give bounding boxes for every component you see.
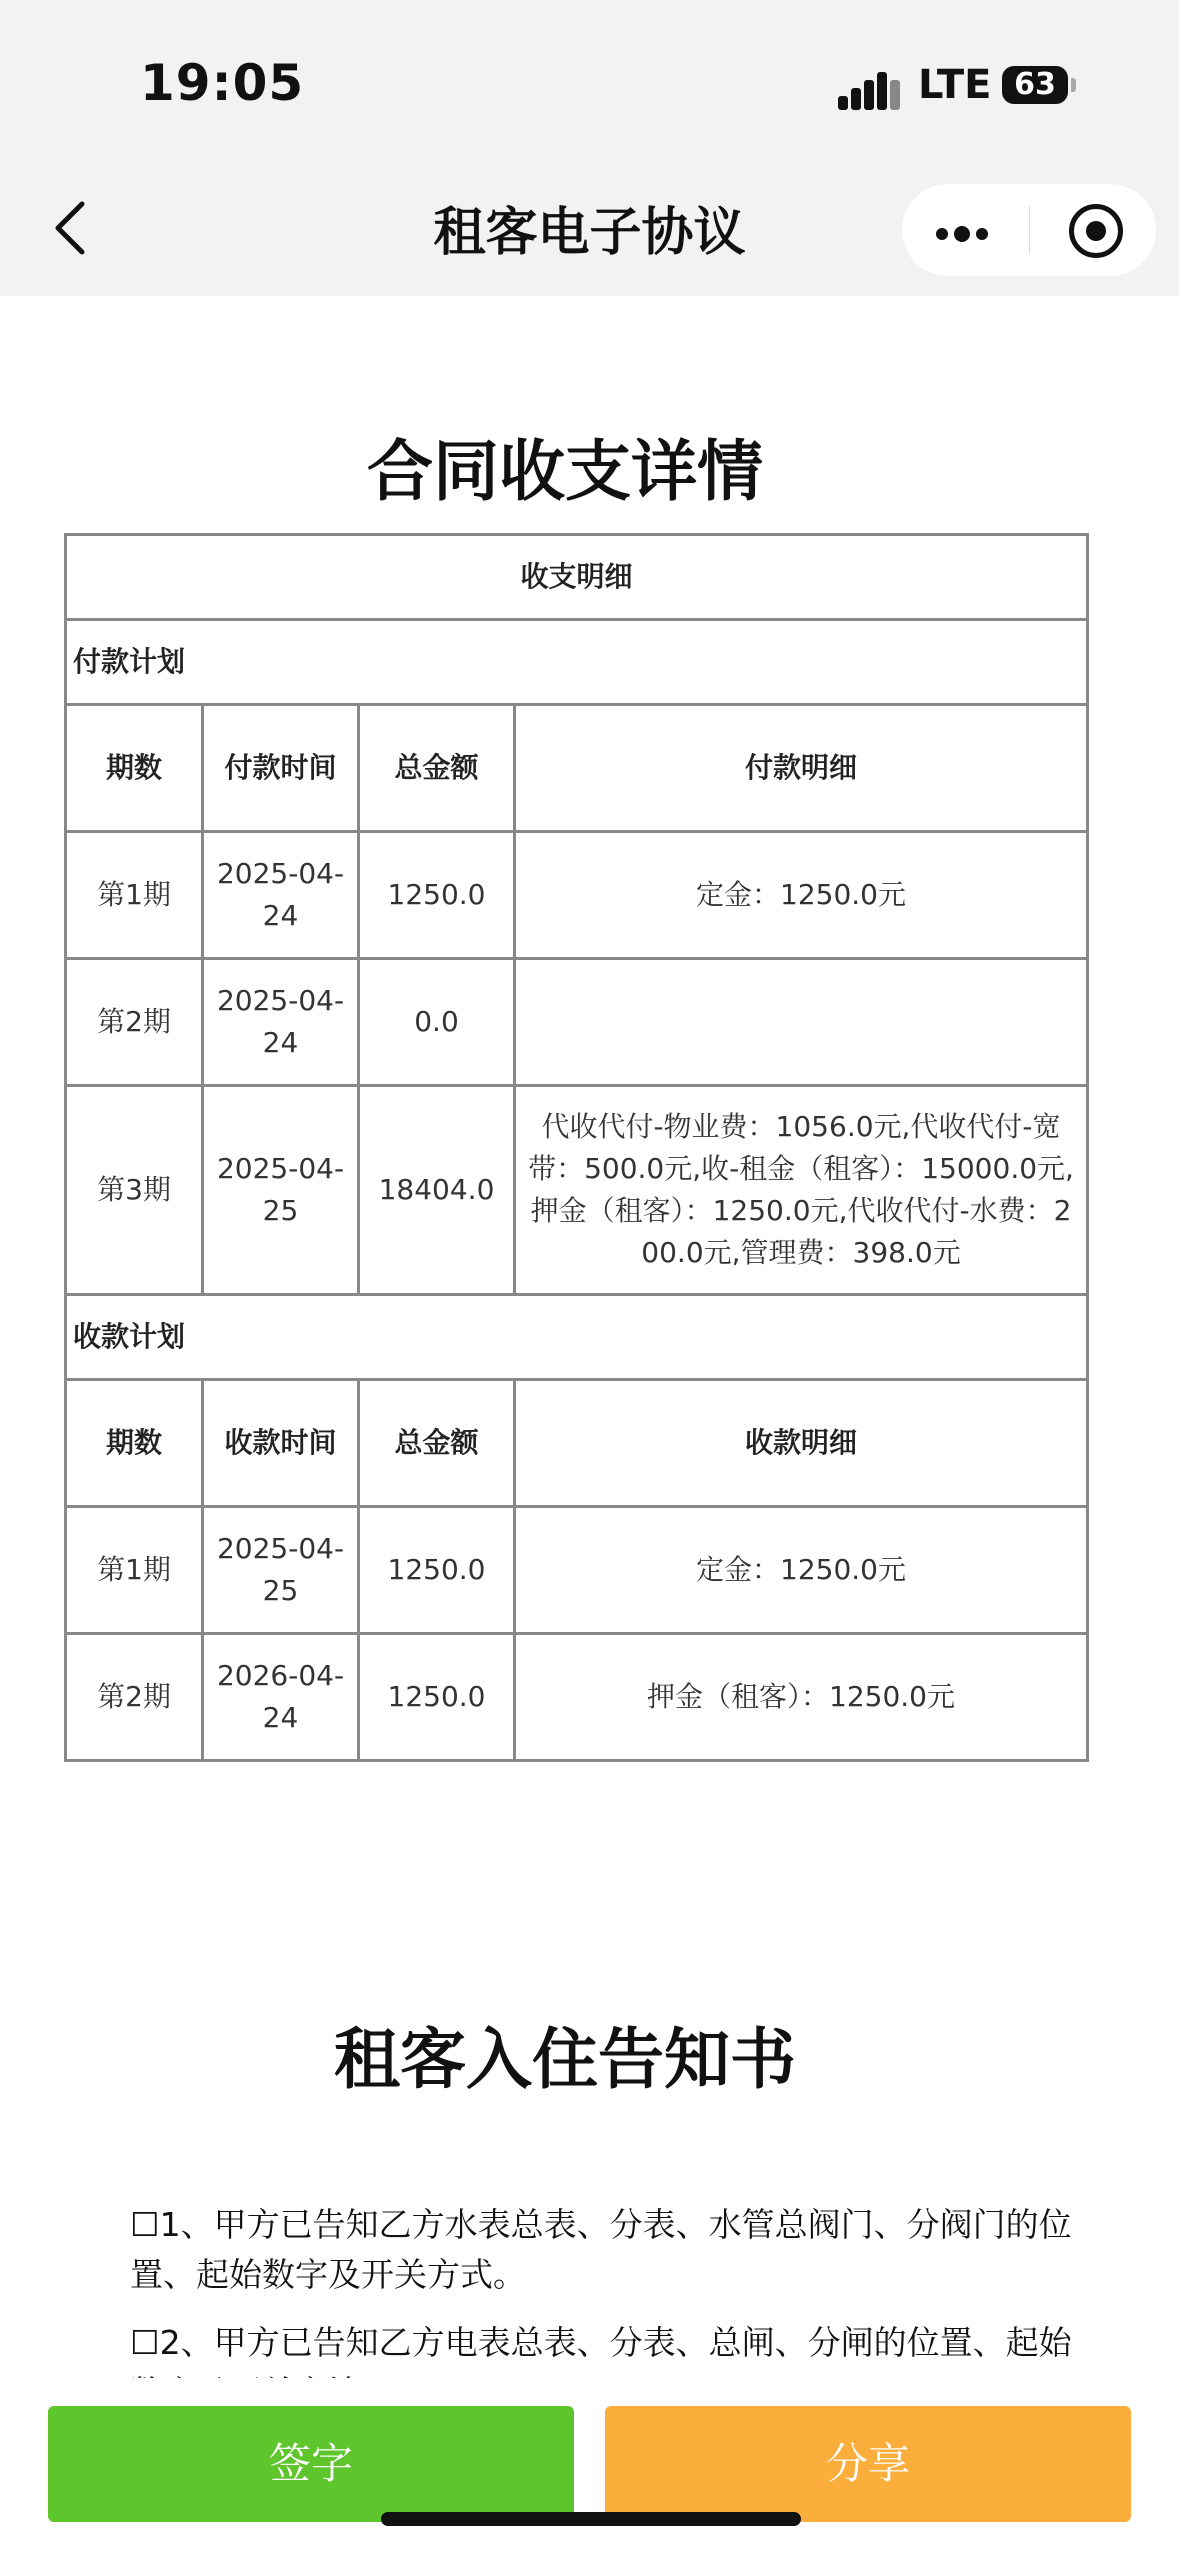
header-amount: 总金额 (359, 705, 515, 832)
notice-title: 租客入住告知书 (334, 2021, 796, 2098)
notice-item[interactable]: ☐1、甲方已告知乙方水表总表、分表、水管总阀门、分阀门的位置、起始数字及开关方式。 (130, 2205, 1072, 2294)
sign-button[interactable]: 签字 (48, 2406, 574, 2522)
page-title: 租客电子协议 (433, 203, 746, 263)
cell-detail: 定金：1250.0元 (515, 832, 1088, 959)
close-mini-program-button[interactable] (1029, 184, 1156, 276)
mini-program-capsule (902, 184, 1156, 276)
table-row (66, 1507, 1088, 1634)
cell-detail (515, 959, 1088, 1086)
more-button[interactable] (902, 184, 1029, 276)
cell-date: 2025-04-25 (203, 1086, 359, 1295)
notice-item[interactable]: ☐2、甲方已告知乙方电表总表、分表、总闸、分闸的位置、起始 (130, 2323, 1072, 2362)
cell-date: 2025-04-24 (203, 832, 359, 959)
receipt-section-label: 收款计划 (66, 1295, 1088, 1380)
header-date: 收款时间 (203, 1380, 359, 1507)
cell-amount: 0.0 (359, 959, 515, 1086)
header-detail: 付款明细 (515, 705, 1088, 832)
cell-detail: 代收代付-物业费：1056.0元,代收代付-宽带：500.0元,收-租金（租客）：15000.0元,押金（租客）：1250.0元,代收代付-水费：200.0元,管理费：398.0元 (515, 1086, 1088, 1295)
cell-detail: 押金（租客）：1250.0元 (515, 1634, 1088, 1761)
cell-amount: 1250.0 (359, 1634, 515, 1761)
top-bar (0, 0, 1179, 296)
payment-section-label: 付款计划 (66, 620, 1088, 705)
cell-period: 第3期 (66, 1086, 203, 1295)
receipt-header-row (66, 1380, 1088, 1507)
target-icon (1069, 204, 1123, 258)
table-row (66, 959, 1088, 1086)
cell-date: 2025-04-25 (203, 1507, 359, 1634)
cell-period: 第2期 (66, 959, 203, 1086)
payment-header-row (66, 705, 1088, 832)
header-period: 期数 (66, 1380, 203, 1507)
network-type: LTE (918, 62, 992, 108)
cell-period: 第2期 (66, 1634, 203, 1761)
table-row (66, 832, 1088, 959)
battery-icon: 63 (1002, 66, 1068, 104)
share-button[interactable]: 分享 (605, 2406, 1131, 2522)
cell-date: 2025-04-24 (203, 959, 359, 1086)
cell-period: 第1期 (66, 1507, 203, 1634)
cell-amount: 18404.0 (359, 1086, 515, 1295)
table-row (66, 1634, 1088, 1761)
contract-title: 合同收支详情 (367, 433, 763, 510)
ledger-table (64, 533, 1089, 1762)
header-period: 期数 (66, 705, 203, 832)
cell-detail: 定金：1250.0元 (515, 1507, 1088, 1634)
cell-date: 2026-04-24 (203, 1634, 359, 1761)
header-amount: 总金额 (359, 1380, 515, 1507)
table-row (66, 1086, 1088, 1295)
header-detail: 收款明细 (515, 1380, 1088, 1507)
cell-amount: 1250.0 (359, 832, 515, 959)
home-indicator (381, 2512, 801, 2526)
cell-amount: 1250.0 (359, 1507, 515, 1634)
status-time: 19:05 (140, 54, 305, 112)
cell-period: 第1期 (66, 832, 203, 959)
signal-icon (838, 68, 900, 110)
more-dots-icon (936, 224, 994, 244)
header-date: 付款时间 (203, 705, 359, 832)
table-caption: 收支明细 (66, 535, 1088, 620)
